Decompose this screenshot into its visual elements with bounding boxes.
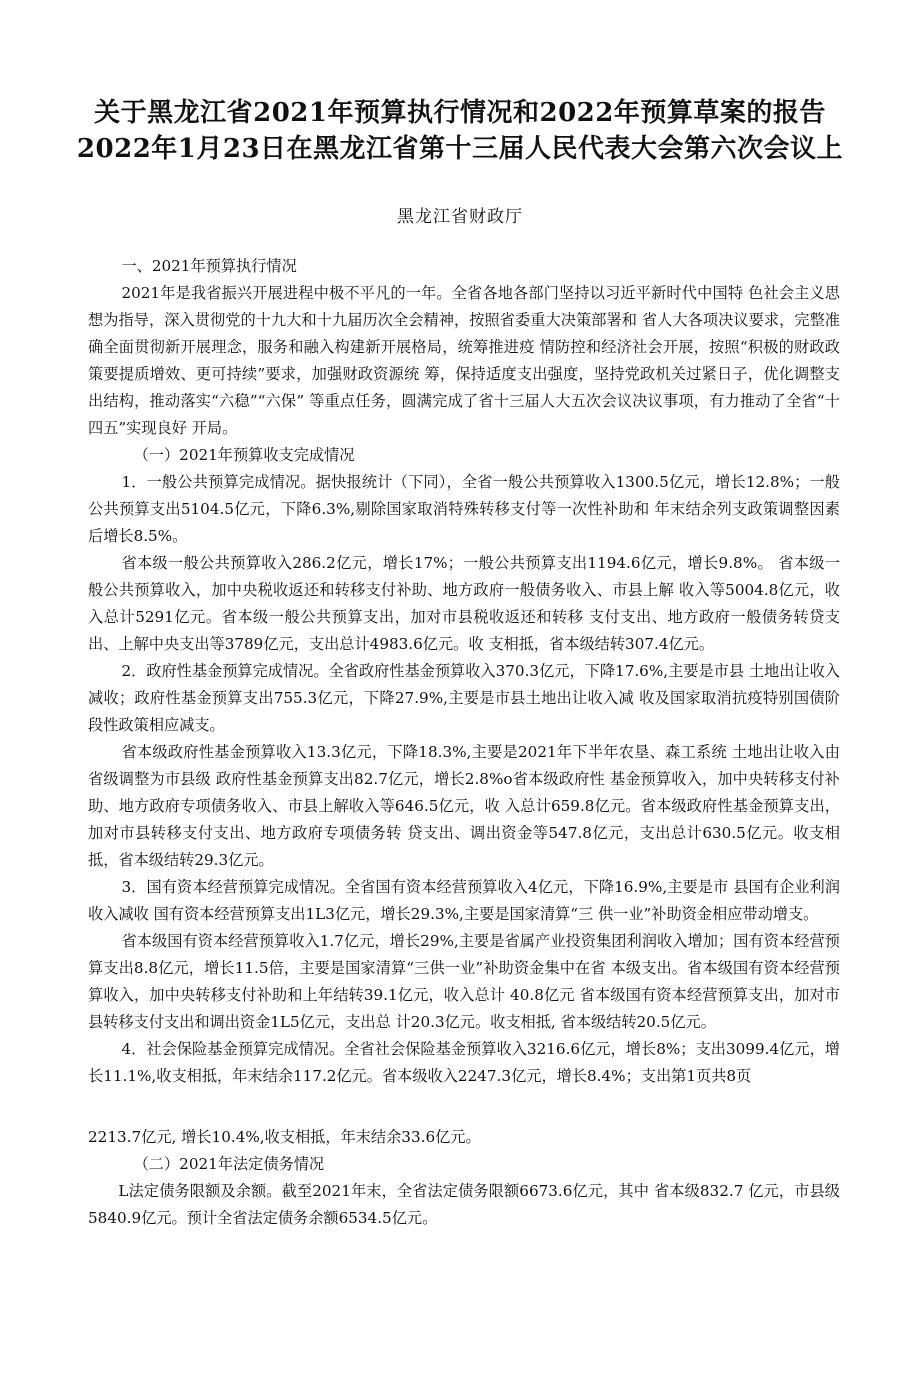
social-insurance-paragraph: 4．社会保险基金预算完成情况。全省社会保险基金预算收入3216.6亿元，增长8%；支出3099.4亿元，增长11.1%,收支相抵，年末结余117.2亿元。省本级收入2247.3亿元，增长8.4%；支出第1页共8页 <box>88 1040 840 1085</box>
section1-heading: 一、2021年预算执行情况 <box>121 257 297 275</box>
subsection1-heading: （一）2021年预算收支完成情况 <box>133 446 355 464</box>
page-break-gap <box>88 1090 840 1124</box>
report-title-line1: 关于黑龙江省2021年预算执行情况和2022年预算草案的报告 <box>94 98 826 128</box>
social-insurance-continued: 2213.7亿元, 增长10.4%,收支相抵，年末结余33.6亿元。 <box>88 1128 481 1146</box>
fund-budget-paragraph: 2．政府性基金预算完成情况。全省政府性基金预算收入370.3亿元，下降17.6%,主要是市县 土地出让收入减收；政府性基金预算支出755.3亿元，下降27.9%,主要是市县土地出让收入减 收及国家取消抗疫特别国债阶段性政策相应减支。 <box>88 662 840 734</box>
provincial-state-capital-paragraph: 省本级国有资本经营预算收入1.7亿元，增长29%,主要是省属产业投资集团利润收入增加；国有资本经营预算支出8.8亿元，增长11.5倍，主要是国家清算“三供一业”补助资金集中在省 本级支出。省本级国有资本经营预算收入，加中央转移支付补助和上年结转39.1亿元，收入总计 40.8亿元 省本级国有资本经营预算支出，加对市县转移支付支出和调出资金1L5亿元，支出总 计20.3亿元。收支相抵, 省本级结转20.5亿元。 <box>88 932 840 1031</box>
subsection2-heading: （二）2021年法定债务情况 <box>133 1155 325 1173</box>
report-body <box>88 253 840 1232</box>
report-title-line2: 2022年1月23日在黑龙江省第十三届人民代表大会第六次会议上 <box>76 134 844 164</box>
provincial-general-budget-paragraph: 省本级一般公共预算收入286.2亿元，增长17%；一般公共预算支出1194.6亿元，增长9.8%。 省本级一般公共预算收入，加中央税收返还和转移支付补助、地方政府一般债务收入、市县上解 收入等5004.8亿元，收入总计5291亿元。省本级一般公共预算支出，加对市县税收返还和转移 支付支出、地方政府一般债务转贷支出、上解中央支出等3789亿元，支出总计4983.6亿元。收 支相抵，省本级结转307.4亿元。 <box>88 554 840 653</box>
state-capital-budget-paragraph: 3．国有资本经营预算完成情况。全省国有资本经营预算收入4亿元，下降16.9%,主要是市 县国有企业利润收入减收 国有资本经营预算支出1L3亿元，增长29.3%,主要是国家清算“三 供一业”补助资金相应带动增支。 <box>88 878 840 923</box>
debt-limit-paragraph: L法定债务限额及余额。截至2021年末，全省法定债务限额6673.6亿元，其中 省本级832.7 亿元，市县级5840.9亿元。预计全省法定债务余额6534.5亿元。 <box>88 1182 840 1227</box>
issuing-organization: 黑龙江省财政厅 <box>397 207 523 227</box>
general-budget-paragraph: 1．一般公共预算完成情况。据快报统计（下同），全省一般公共预算收入1300.5亿元，增长12.8%；一般公共预算支出5104.5亿元，下降6.3%,剔除国家取消特殊转移支付等一次性补助和 年末结余列支政策调整因素后增长8.5%。 <box>88 473 840 545</box>
intro-paragraph: 2021年是我省振兴开展进程中极不平凡的一年。全省各地各部门坚持以习近平新时代中国特 色社会主义思想为指导，深入贯彻党的十九大和十九届历次全会精神，按照省委重大决策部署和 省人大各项决议要求，完整准确全面贯彻新开展理念，服务和融入构建新开展格局，统筹推进疫 情防控和经济社会开展，按照“积极的财政政策要提质增效、更可持续”要求，加强财政资源统 筹，保持适度支出强度，坚持党政机关过紧日子，优化调整支出结构，推动落实“六稳”“六保” 等重点任务，圆满完成了省十三届人大五次会议决议事项，有力推动了全省“十四五”实现良好 开局。 <box>88 284 840 437</box>
provincial-fund-budget-paragraph: 省本级政府性基金预算收入13.3亿元，下降18.3%,主要是2021年下半年农垦、森工系统 土地出让收入由省级调整为市县级 政府性基金预算支出82.7亿元，增长2.8%o省本级政府性 基金预算收入，加中央转移支付补助、地方政府专项债务收入、市县上解收入等646.5亿元，收 入总计659.8亿元。省本级政府性基金预算支出，加对市县转移支付支出、地方政府专项债务转 贷支出、调出资金等547.8亿元，支出总计630.5亿元。收支相抵，省本级结转29.3亿元。 <box>88 743 840 869</box>
